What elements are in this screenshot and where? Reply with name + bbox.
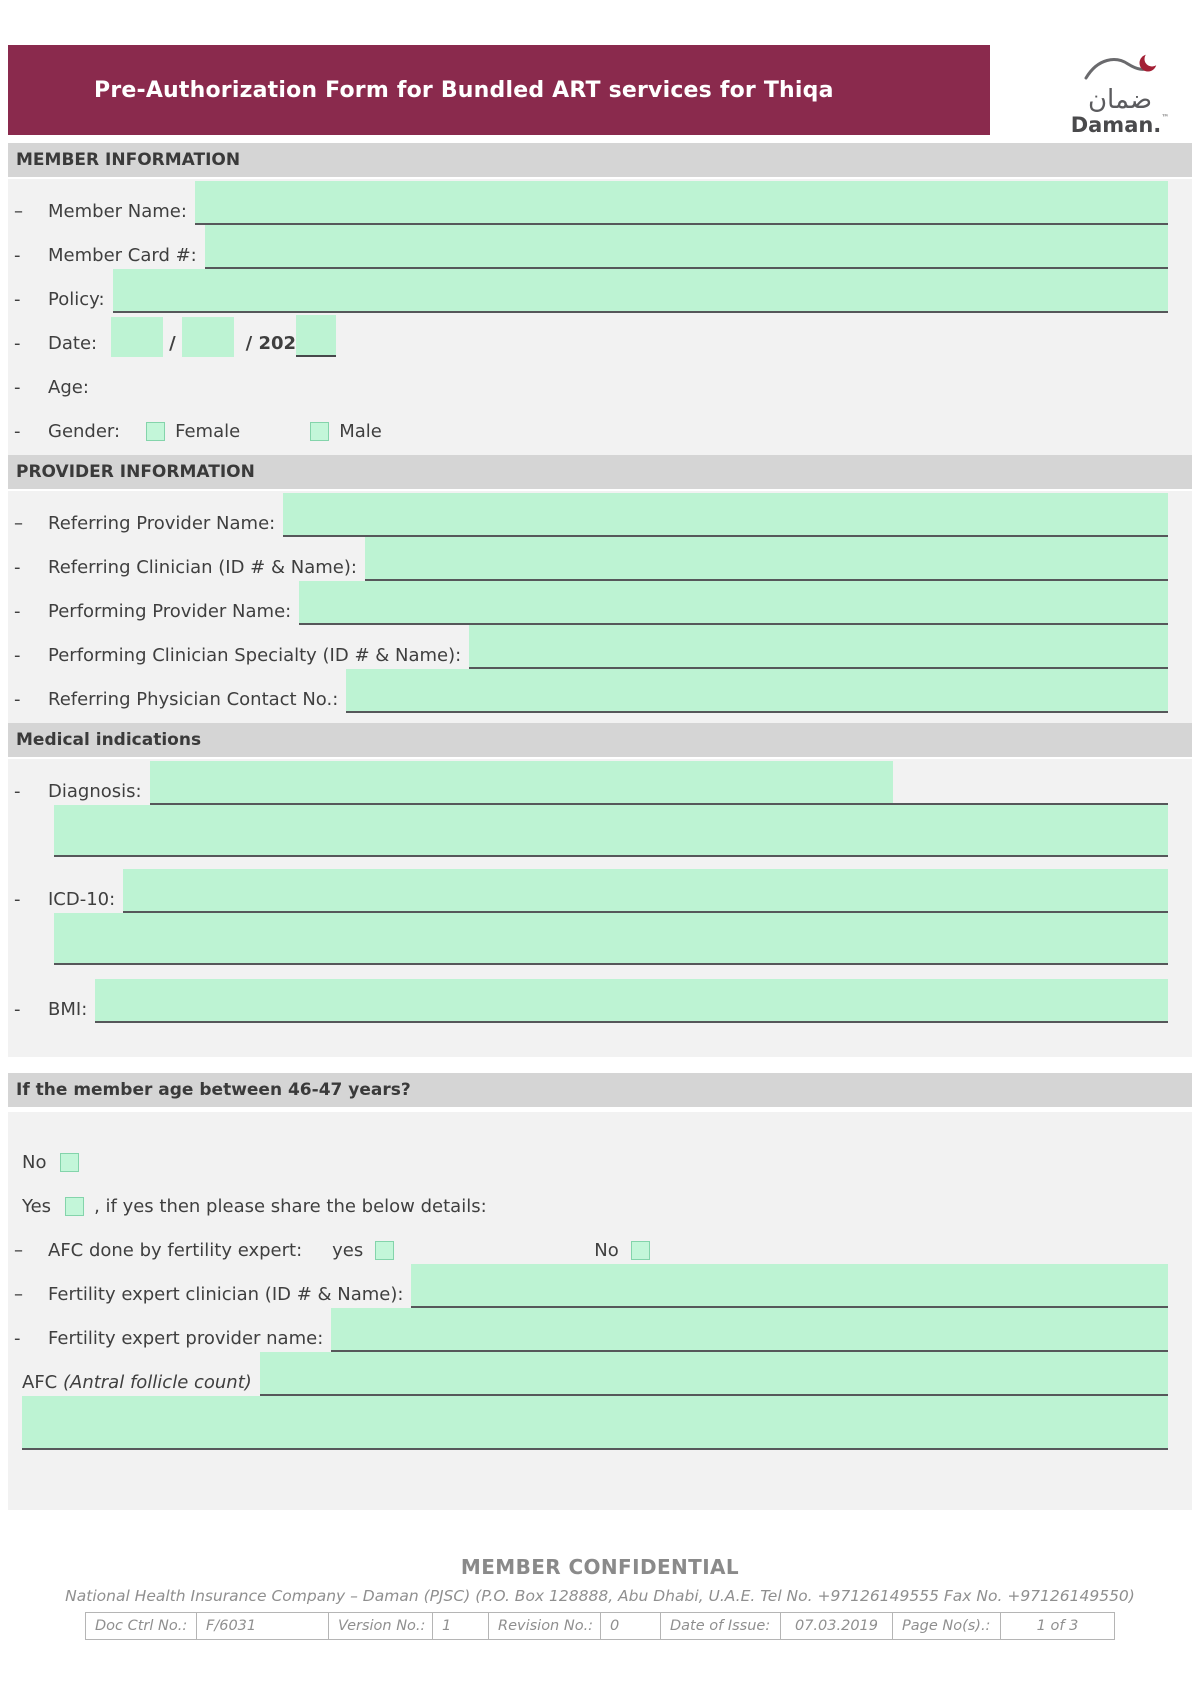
member-name-field[interactable] — [195, 181, 1168, 225]
bullet: – — [14, 1240, 23, 1261]
referring-clinician-field[interactable] — [365, 537, 1168, 581]
page-footer — [0, 1555, 1200, 1640]
afc-yes-label: yes — [332, 1240, 364, 1261]
date-year-field[interactable] — [296, 315, 336, 357]
bullet: - — [14, 289, 21, 310]
icd10-label: ICD-10: — [48, 889, 116, 910]
policy-row — [14, 269, 1168, 313]
date-of-issue-label: Date of Issue: — [661, 1612, 781, 1640]
bullet: – — [14, 1284, 23, 1305]
bullet: – — [14, 513, 23, 534]
fertility-provider-field[interactable] — [331, 1308, 1168, 1352]
male-option-label: Male — [339, 421, 382, 442]
performing-clinician-field[interactable] — [469, 625, 1168, 669]
age-question-section — [8, 1073, 1192, 1510]
bullet: - — [14, 601, 21, 622]
page-no-label: Page No(s).: — [893, 1612, 1001, 1640]
afc-yes-checkbox[interactable] — [375, 1241, 394, 1260]
date-year-prefix: / 202 — [245, 333, 297, 354]
yes-row — [14, 1176, 1168, 1220]
bmi-field[interactable] — [95, 979, 1168, 1023]
performing-provider-field[interactable] — [299, 581, 1168, 625]
performing-clinician-row — [14, 625, 1168, 669]
fertility-clinician-row — [14, 1264, 1168, 1308]
bullet: - — [14, 245, 21, 266]
icd10-row — [14, 869, 1168, 913]
age-question-header: If the member age between 46-47 years? — [8, 1073, 1192, 1107]
age-label: Age: — [48, 377, 89, 398]
icd10-field-line2[interactable] — [54, 913, 1168, 965]
referring-clinician-row — [14, 537, 1168, 581]
no-label: No — [22, 1152, 47, 1173]
diagnosis-field[interactable] — [150, 761, 1168, 805]
revision-label: Revision No.: — [489, 1612, 601, 1640]
provider-information-header: PROVIDER INFORMATION — [8, 455, 1192, 489]
bullet: – — [14, 201, 23, 222]
performing-provider-row — [14, 581, 1168, 625]
bullet: - — [14, 889, 21, 910]
page-no-value: 1 of 3 — [1001, 1612, 1115, 1640]
provider-information-panel — [8, 491, 1192, 723]
performing-provider-label: Performing Provider Name: — [48, 601, 292, 622]
member-card-row — [14, 225, 1168, 269]
member-information-header: MEMBER INFORMATION — [8, 143, 1192, 177]
performing-clinician-label: Performing Clinician Specialty (ID # & Name): — [48, 645, 462, 666]
date-day-field[interactable] — [111, 317, 163, 357]
title-banner — [8, 45, 990, 135]
daman-logo-latin: Daman.™ — [1070, 113, 1170, 138]
provider-information-section — [8, 455, 1192, 723]
female-checkbox[interactable] — [146, 422, 165, 441]
doc-ctrl-value: F/6031 — [197, 1612, 329, 1640]
no-row — [14, 1132, 1168, 1176]
fertility-provider-row — [14, 1308, 1168, 1352]
version-value: 1 — [433, 1612, 489, 1640]
afc-count-row — [14, 1352, 1168, 1396]
afc-done-label: AFC done by fertility expert: — [48, 1240, 303, 1261]
bullet: - — [14, 421, 21, 442]
afc-no-checkbox[interactable] — [631, 1241, 650, 1260]
referring-provider-field[interactable] — [283, 493, 1168, 537]
referring-provider-row — [14, 493, 1168, 537]
company-info-line: National Health Insurance Company – Daman (PJSC) (P.O. Box 128888, Abu Dhabi, U.A.E. Tel No. +97126149555 Fax No. +97126149550) — [65, 1587, 1135, 1605]
yes-label: Yes — [22, 1196, 52, 1217]
age-row — [14, 357, 1168, 401]
bullet: - — [14, 557, 21, 578]
trademark-symbol: ™ — [1161, 113, 1170, 123]
bullet: - — [14, 999, 21, 1020]
referring-clinician-label: Referring Clinician (ID # & Name): — [48, 557, 357, 578]
date-label: Date: — [48, 333, 98, 354]
bullet: - — [14, 1328, 21, 1349]
medical-indications-section — [8, 723, 1192, 1057]
diagnosis-row — [14, 761, 1168, 805]
yes-checkbox[interactable] — [65, 1197, 84, 1216]
afc-count-field-line2[interactable] — [22, 1396, 1168, 1450]
afc-count-label: AFC (Antral follicle count) — [22, 1372, 252, 1393]
referring-physician-contact-field[interactable] — [346, 669, 1168, 713]
female-option-label: Female — [175, 421, 241, 442]
member-information-panel — [8, 179, 1192, 455]
page-header — [0, 45, 1200, 138]
referring-physician-contact-label: Referring Physician Contact No.: — [48, 689, 339, 710]
male-checkbox[interactable] — [310, 422, 329, 441]
gender-label: Gender: — [48, 421, 121, 442]
medical-indications-header: Medical indications — [8, 723, 1192, 757]
policy-field[interactable] — [113, 269, 1168, 313]
date-separator: / — [169, 333, 176, 354]
afc-no-label: No — [594, 1240, 619, 1261]
member-name-label: Member Name: — [48, 201, 187, 222]
revision-value: 0 — [601, 1612, 661, 1640]
age-question-panel — [8, 1112, 1192, 1510]
member-name-row — [14, 181, 1168, 225]
afc-count-field[interactable] — [260, 1352, 1168, 1396]
fertility-clinician-label: Fertility expert clinician (ID # & Name): — [48, 1284, 404, 1305]
bullet: - — [14, 333, 21, 354]
member-information-section — [8, 143, 1192, 455]
afc-count-label-italic: (Antral follicle count) — [62, 1372, 252, 1393]
form-title: Pre-Authorization Form for Bundled ART services for Thiqa — [94, 77, 834, 103]
top-margin — [0, 0, 1200, 45]
no-checkbox[interactable] — [60, 1153, 79, 1172]
fertility-clinician-field[interactable] — [411, 1264, 1168, 1308]
medical-indications-panel — [8, 759, 1192, 1057]
date-month-field[interactable] — [182, 317, 234, 357]
confidential-title: MEMBER CONFIDENTIAL — [460, 1555, 740, 1579]
bmi-label: BMI: — [48, 999, 88, 1020]
diagnosis-label: Diagnosis: — [48, 781, 142, 802]
yes-suffix-text: , if yes then please share the below details: — [94, 1196, 487, 1217]
daman-swoosh-icon — [1078, 51, 1162, 85]
version-label: Version No.: — [329, 1612, 433, 1640]
member-card-field[interactable] — [205, 225, 1168, 269]
daman-logo-arabic: ضمان — [1087, 84, 1153, 115]
referring-physician-contact-row — [14, 669, 1168, 713]
fertility-provider-label: Fertility expert provider name: — [48, 1328, 324, 1349]
bullet: - — [14, 645, 21, 666]
bullet: - — [14, 377, 21, 398]
gender-row — [14, 401, 1168, 445]
date-of-issue-value: 07.03.2019 — [781, 1612, 893, 1640]
policy-label: Policy: — [48, 289, 105, 310]
member-card-label: Member Card #: — [48, 245, 197, 266]
bullet: - — [14, 781, 21, 802]
date-row — [14, 313, 1168, 357]
doc-ctrl-label: Doc Ctrl No.: — [85, 1612, 197, 1640]
afc-done-row — [14, 1220, 1168, 1264]
diagnosis-field-line2[interactable] — [54, 805, 1168, 857]
daman-logo — [1064, 51, 1176, 136]
icd10-field[interactable] — [123, 869, 1168, 913]
bmi-row — [14, 979, 1168, 1023]
bullet: - — [14, 689, 21, 710]
doc-control-table — [85, 1612, 1115, 1640]
referring-provider-label: Referring Provider Name: — [48, 513, 276, 534]
